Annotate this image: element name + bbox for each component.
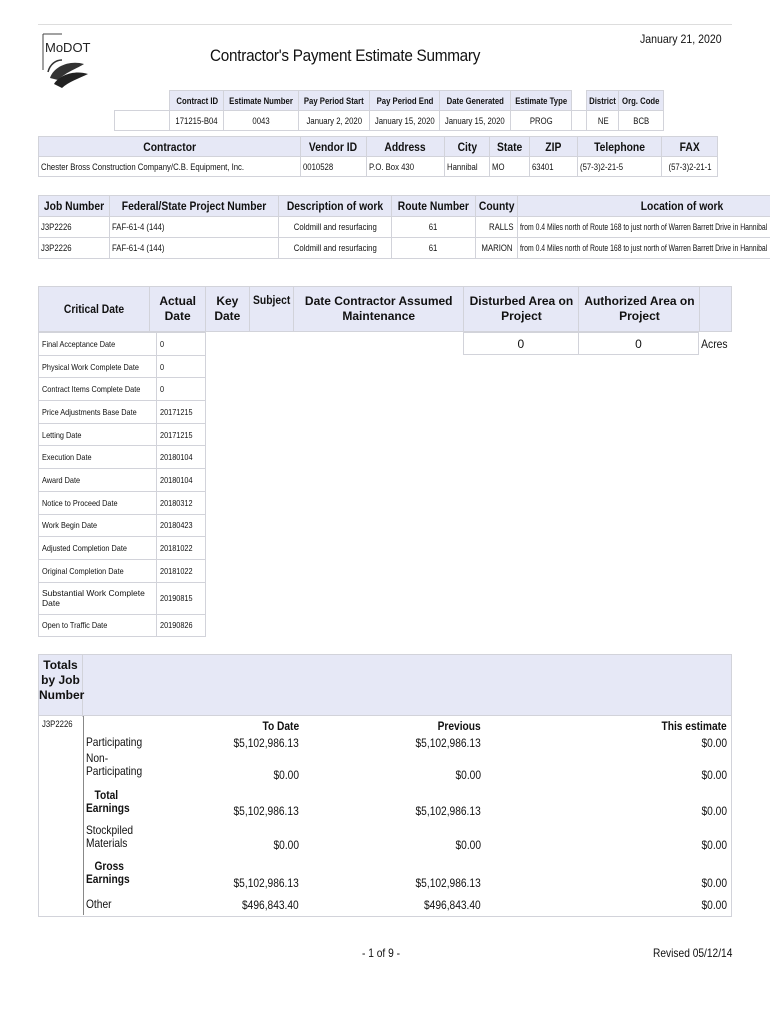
critical-header: Key Date <box>206 287 250 332</box>
contract-header: District <box>587 91 619 111</box>
jobs-header: Location of work <box>518 196 770 217</box>
critical-date-label: Adjusted Completion Date <box>39 537 157 560</box>
totals-this-value: $0.00 <box>701 898 727 912</box>
critical-date-value: 0 <box>157 378 206 401</box>
table-row <box>39 469 206 492</box>
critical-dates-table <box>38 332 206 637</box>
contractor-header: City <box>444 137 490 157</box>
totals-this-value: $0.00 <box>701 838 727 852</box>
contractor-header: Address <box>366 137 444 157</box>
col-previous: Previous <box>437 719 481 733</box>
totals-previous-value: $0.00 <box>455 768 481 782</box>
totals-row-label: Stockpiled Materials <box>86 823 134 850</box>
disturbed-area-value: 0 <box>464 333 579 355</box>
totals-row-label: Participating <box>86 735 143 749</box>
critical-date-label: Substantial Work Complete Date <box>39 582 157 614</box>
fax: (57-3)2-21-1 <box>661 157 717 177</box>
critical-date-label: Award Date <box>39 469 157 492</box>
contract-value: January 2, 2020 <box>299 111 370 131</box>
col-this-estimate: This estimate <box>661 719 727 733</box>
critical-header: Date Contractor Assumed Maintenance <box>294 287 464 332</box>
modot-logo-icon <box>40 30 100 92</box>
vendor-id: 0010528 <box>300 157 366 177</box>
critical-header: Disturbed Area on Project <box>464 287 579 332</box>
contractor-header: Contractor <box>39 137 301 157</box>
jobs-header: Job Number <box>39 196 110 217</box>
totals-previous-value: $496,843.40 <box>424 898 481 912</box>
critical-header: Critical Date <box>39 287 150 332</box>
contractor-header: FAX <box>661 137 717 157</box>
critical-header: Authorized Area on Project <box>579 287 700 332</box>
contract-header: Pay Period End <box>369 91 440 111</box>
jobs-table <box>38 195 770 259</box>
totals-this-value: $0.00 <box>701 804 727 818</box>
contract-header: Date Generated <box>440 91 511 111</box>
zip: 63401 <box>530 157 578 177</box>
totals-previous-value: $5,102,986.13 <box>415 876 481 890</box>
contract-value: January 15, 2020 <box>369 111 440 131</box>
table-row <box>39 582 206 614</box>
critical-date-value: 20190826 <box>157 614 206 637</box>
critical-date-value: 20180312 <box>157 491 206 514</box>
totals-to-date-value: $5,102,986.13 <box>233 804 299 818</box>
city: Hannibal <box>444 157 490 177</box>
contract-value: BCB <box>619 111 664 131</box>
critical-header: Subject <box>249 287 293 332</box>
table-row <box>39 537 206 560</box>
table-row <box>39 559 206 582</box>
contract-header: Org. Code <box>619 91 664 111</box>
logo-text: MoDOT <box>45 40 91 55</box>
state: MO <box>490 157 530 177</box>
critical-date-label: Price Adjustments Base Date <box>39 401 157 424</box>
jobs-header: Route Number <box>392 196 476 217</box>
report-date: January 21, 2020 <box>640 32 722 46</box>
totals-row-label: Total Earnings <box>86 788 130 815</box>
jobs-header: County <box>475 196 517 217</box>
contract-table <box>114 90 664 131</box>
totals-this-value: $0.00 <box>701 768 727 782</box>
totals-to-date-value: $0.00 <box>273 838 299 852</box>
critical-date-value: 20181022 <box>157 537 206 560</box>
page-title: Contractor's Payment Estimate Summary <box>210 46 481 65</box>
critical-date-value: 20180423 <box>157 514 206 537</box>
table-row <box>39 378 206 401</box>
critical-date-value: 20181022 <box>157 559 206 582</box>
contract-value: January 15, 2020 <box>440 111 511 131</box>
jobs-header: Federal/State Project Number <box>110 196 279 217</box>
critical-header-table <box>38 286 732 332</box>
contract-header: Estimate Number <box>224 91 299 111</box>
revised-date: Revised 05/12/14 <box>652 946 732 960</box>
contractor-header: State <box>490 137 530 157</box>
contract-value: 0043 <box>224 111 299 131</box>
totals-row-label: Gross Earnings <box>86 859 130 886</box>
area-table <box>463 332 732 355</box>
authorized-area-value: 0 <box>578 333 699 355</box>
contract-header: Contract ID <box>170 91 224 111</box>
table-row <box>39 491 206 514</box>
critical-date-label: Open to Traffic Date <box>39 614 157 637</box>
critical-date-label: Notice to Proceed Date <box>39 491 157 514</box>
totals-header <box>38 654 732 716</box>
modot-logo <box>40 30 100 92</box>
table-row: J3P2226 FAF-61-4 (144) Coldmill and resurfacing 61 MARION from 0.4 Miles north of Route 168 to just north of Warren Barrett Drive in Hannibal <box>39 238 770 259</box>
critical-date-label: Execution Date <box>39 446 157 469</box>
totals-body <box>38 716 732 917</box>
critical-date-label: Work Begin Date <box>39 514 157 537</box>
table-row <box>39 401 206 424</box>
totals-to-date-value: $5,102,986.13 <box>233 736 299 750</box>
critical-date-value: 20171215 <box>157 423 206 446</box>
totals-previous-value: $5,102,986.13 <box>415 736 481 750</box>
critical-date-value: 20180104 <box>157 446 206 469</box>
area-unit: Acres <box>701 336 728 351</box>
table-row <box>39 514 206 537</box>
critical-date-label: Physical Work Complete Date <box>39 355 157 378</box>
contractor-header: Telephone <box>578 137 662 157</box>
totals-to-date-value: $5,102,986.13 <box>233 876 299 890</box>
totals-this-value: $0.00 <box>701 876 727 890</box>
totals-to-date-value: $496,843.40 <box>242 898 299 912</box>
contractor-name: Chester Bross Construction Company/C.B. Equipment, Inc. <box>39 157 301 177</box>
totals-this-value: $0.00 <box>701 736 727 750</box>
totals-inner <box>83 716 731 915</box>
telephone: (57-3)2-21-5 <box>578 157 662 177</box>
page-number: - 1 of 9 - <box>362 946 400 960</box>
table-row <box>39 355 206 378</box>
totals-title: Totals by Job Number <box>39 655 83 717</box>
col-to-date: To Date <box>262 719 299 733</box>
address: P.O. Box 430 <box>366 157 444 177</box>
critical-date-label: Contract Items Complete Date <box>39 378 157 401</box>
jobs-header: Description of work <box>279 196 392 217</box>
contract-value: NE <box>587 111 619 131</box>
top-rule <box>38 24 732 25</box>
contract-value: 171215-B04 <box>170 111 224 131</box>
critical-date-value: 20180104 <box>157 469 206 492</box>
contract-header: Pay Period Start <box>299 91 370 111</box>
contractor-table <box>38 136 718 177</box>
critical-date-value: 20190815 <box>157 582 206 614</box>
table-row <box>39 614 206 637</box>
critical-date-value: 20171215 <box>157 401 206 424</box>
table-row: J3P2226 FAF-61-4 (144) Coldmill and resurfacing 61 RALLS from 0.4 Miles north of Route 168 to just north of Warren Barrett Drive in Hannibal <box>39 217 770 238</box>
critical-date-value: 0 <box>157 333 206 356</box>
totals-job-number: J3P2226 <box>42 719 73 729</box>
contract-header: Estimate Type <box>511 91 572 111</box>
totals-previous-value: $0.00 <box>455 838 481 852</box>
table-row <box>39 333 206 356</box>
critical-header: Actual Date <box>150 287 206 332</box>
table-row <box>39 423 206 446</box>
critical-date-value: 0 <box>157 355 206 378</box>
totals-previous-value: $5,102,986.13 <box>415 804 481 818</box>
contractor-header: Vendor ID <box>300 137 366 157</box>
critical-date-label: Original Completion Date <box>39 559 157 582</box>
critical-date-label: Final Acceptance Date <box>39 333 157 356</box>
totals-to-date-value: $0.00 <box>273 768 299 782</box>
table-row <box>39 446 206 469</box>
totals-row-label: Non-Participating <box>86 751 143 778</box>
totals-row-label: Other <box>86 897 112 911</box>
contractor-header: ZIP <box>530 137 578 157</box>
critical-date-label: Letting Date <box>39 423 157 446</box>
contract-value: PROG <box>511 111 572 131</box>
